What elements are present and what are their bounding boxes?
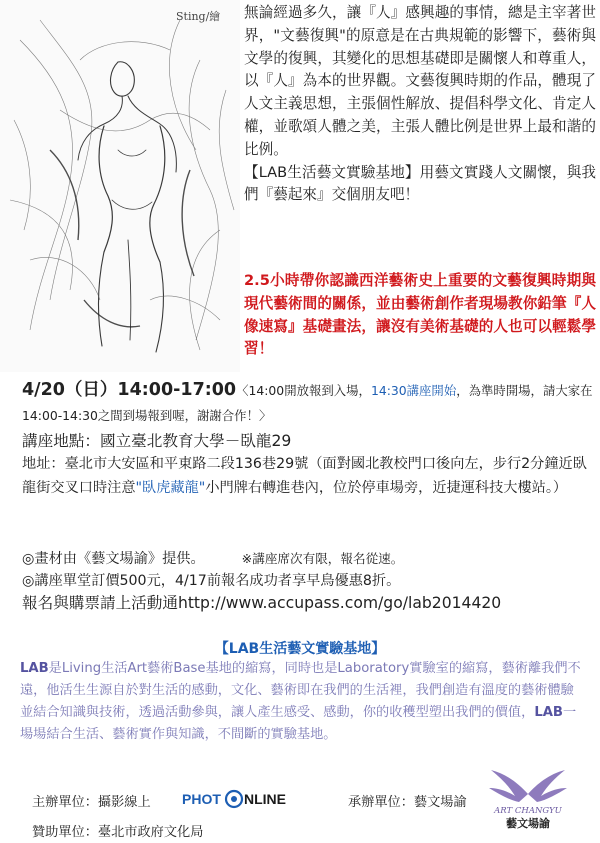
svg-text:NLINE: NLINE bbox=[244, 791, 286, 807]
art-changyu-logo bbox=[485, 764, 571, 832]
intro-paragraph: 無論經過多久，讓『人』感興趣的事情，總是主宰著世界，"文藝復興"的原意是在古典規範的影響下，藝術與文學的復興，其變化的思想基礎即是關懷人和尊重人，以『人』為本的世界觀。文藝復興時期的作品，體現了人文主義思想，主張個性解放、提倡科學文化、肯定人權，並歌頌人體之美，主張人體比例是世界上最和諧的比例。 bbox=[244, 4, 596, 158]
lab-body-a: 是Living生活Art藝術Base基地的縮寫，同時也是Laboratory實驗室的縮寫，藝術離我們不遠，他活生生源自於對生活的感動，文化、藝術即在我們的生活裡，我們創造有溫度的藝術體驗並結合知識與技術，透過活動參與，讓人產生感受、感動，你的收穫型塑出我們的價值， bbox=[20, 661, 581, 720]
highlight-paragraph: 2.5小時帶你認識西洋藝術史上重要的文藝復興時期與現代藝術間的關係，並由藝術創作者現場教你鉛筆『人像速寫』基礎畫法，讓沒有美術基礎的人也可以輕鬆學習！ bbox=[244, 272, 596, 358]
address-sign: "臥虎藏龍" bbox=[135, 480, 206, 496]
figure-sketch-illustration bbox=[0, 0, 240, 372]
address-part-b: 小門牌右轉進巷內，位於停車場旁，近捷運科技大樓站。） bbox=[205, 480, 568, 496]
registration-link[interactable]: 報名與購票請上活動通http://www.accupass.com/go/lab2014420 bbox=[22, 594, 502, 612]
lab-description bbox=[20, 658, 586, 746]
co-host-label: 承辦單位：藝文場諭 bbox=[348, 795, 467, 810]
event-venue: 講座地點：國立臺北教育大學－臥龍29 bbox=[22, 432, 292, 450]
svg-text:ART CHANGYU: ART CHANGYU bbox=[494, 806, 562, 816]
lab-body-b: 一場場結合生活、藝術實作與知識，不間斷的實驗基地。 bbox=[20, 705, 577, 742]
event-time-line bbox=[22, 378, 594, 428]
materials-note: ◎畫材由《藝文場諭》提供。 bbox=[22, 551, 205, 567]
host-label: 主辦單位：攝影線上 bbox=[32, 795, 151, 810]
intro-section bbox=[244, 2, 596, 207]
seats-note: ※講座席次有限，報名從速。 bbox=[241, 551, 404, 566]
event-datetime: 4/20（日）14:00-17:00 bbox=[22, 380, 237, 400]
address-part-a: 地址：臺北市大安區和平東路二段136巷29號（面對國北教校門口後向左，步行2分鐘近臥龍街交叉口時注意 bbox=[22, 456, 587, 496]
notes-section bbox=[22, 548, 594, 614]
event-start-note: 14:30講座開始 bbox=[370, 383, 457, 398]
svg-text:藝文場諭: 藝文場諭 bbox=[506, 817, 550, 830]
lab-word: LAB bbox=[20, 661, 49, 676]
event-info bbox=[22, 378, 594, 500]
price-note: ◎講座單堂訂價500元，4/17前報名成功者享早鳥優惠8折。 bbox=[22, 573, 401, 589]
photonline-logo bbox=[182, 788, 292, 810]
event-note-a: 〈14:00開放報到入場， bbox=[236, 383, 371, 398]
materials-line bbox=[22, 548, 594, 570]
intro-lab-line: 【LAB生活藝文實驗基地】用藝文實踐人文關懷，與我們『藝起來』交個朋友吧！ bbox=[244, 163, 596, 204]
sketch-drawing bbox=[0, 0, 240, 372]
illustration-credit: Sting/繪 bbox=[176, 10, 221, 23]
event-note-b: ，為準時開場，請大家在14:00-14:30之間到場報到喔，謝謝合作！〉 bbox=[22, 383, 593, 423]
event-address bbox=[22, 452, 594, 500]
svg-text:PHOT: PHOT bbox=[182, 791, 221, 807]
lab-word-2: LAB bbox=[534, 705, 563, 720]
sponsor-label: 贊助單位：臺北市政府文化局 bbox=[32, 825, 204, 840]
lab-title: 【LAB生活藝文實驗基地】 bbox=[214, 641, 386, 657]
